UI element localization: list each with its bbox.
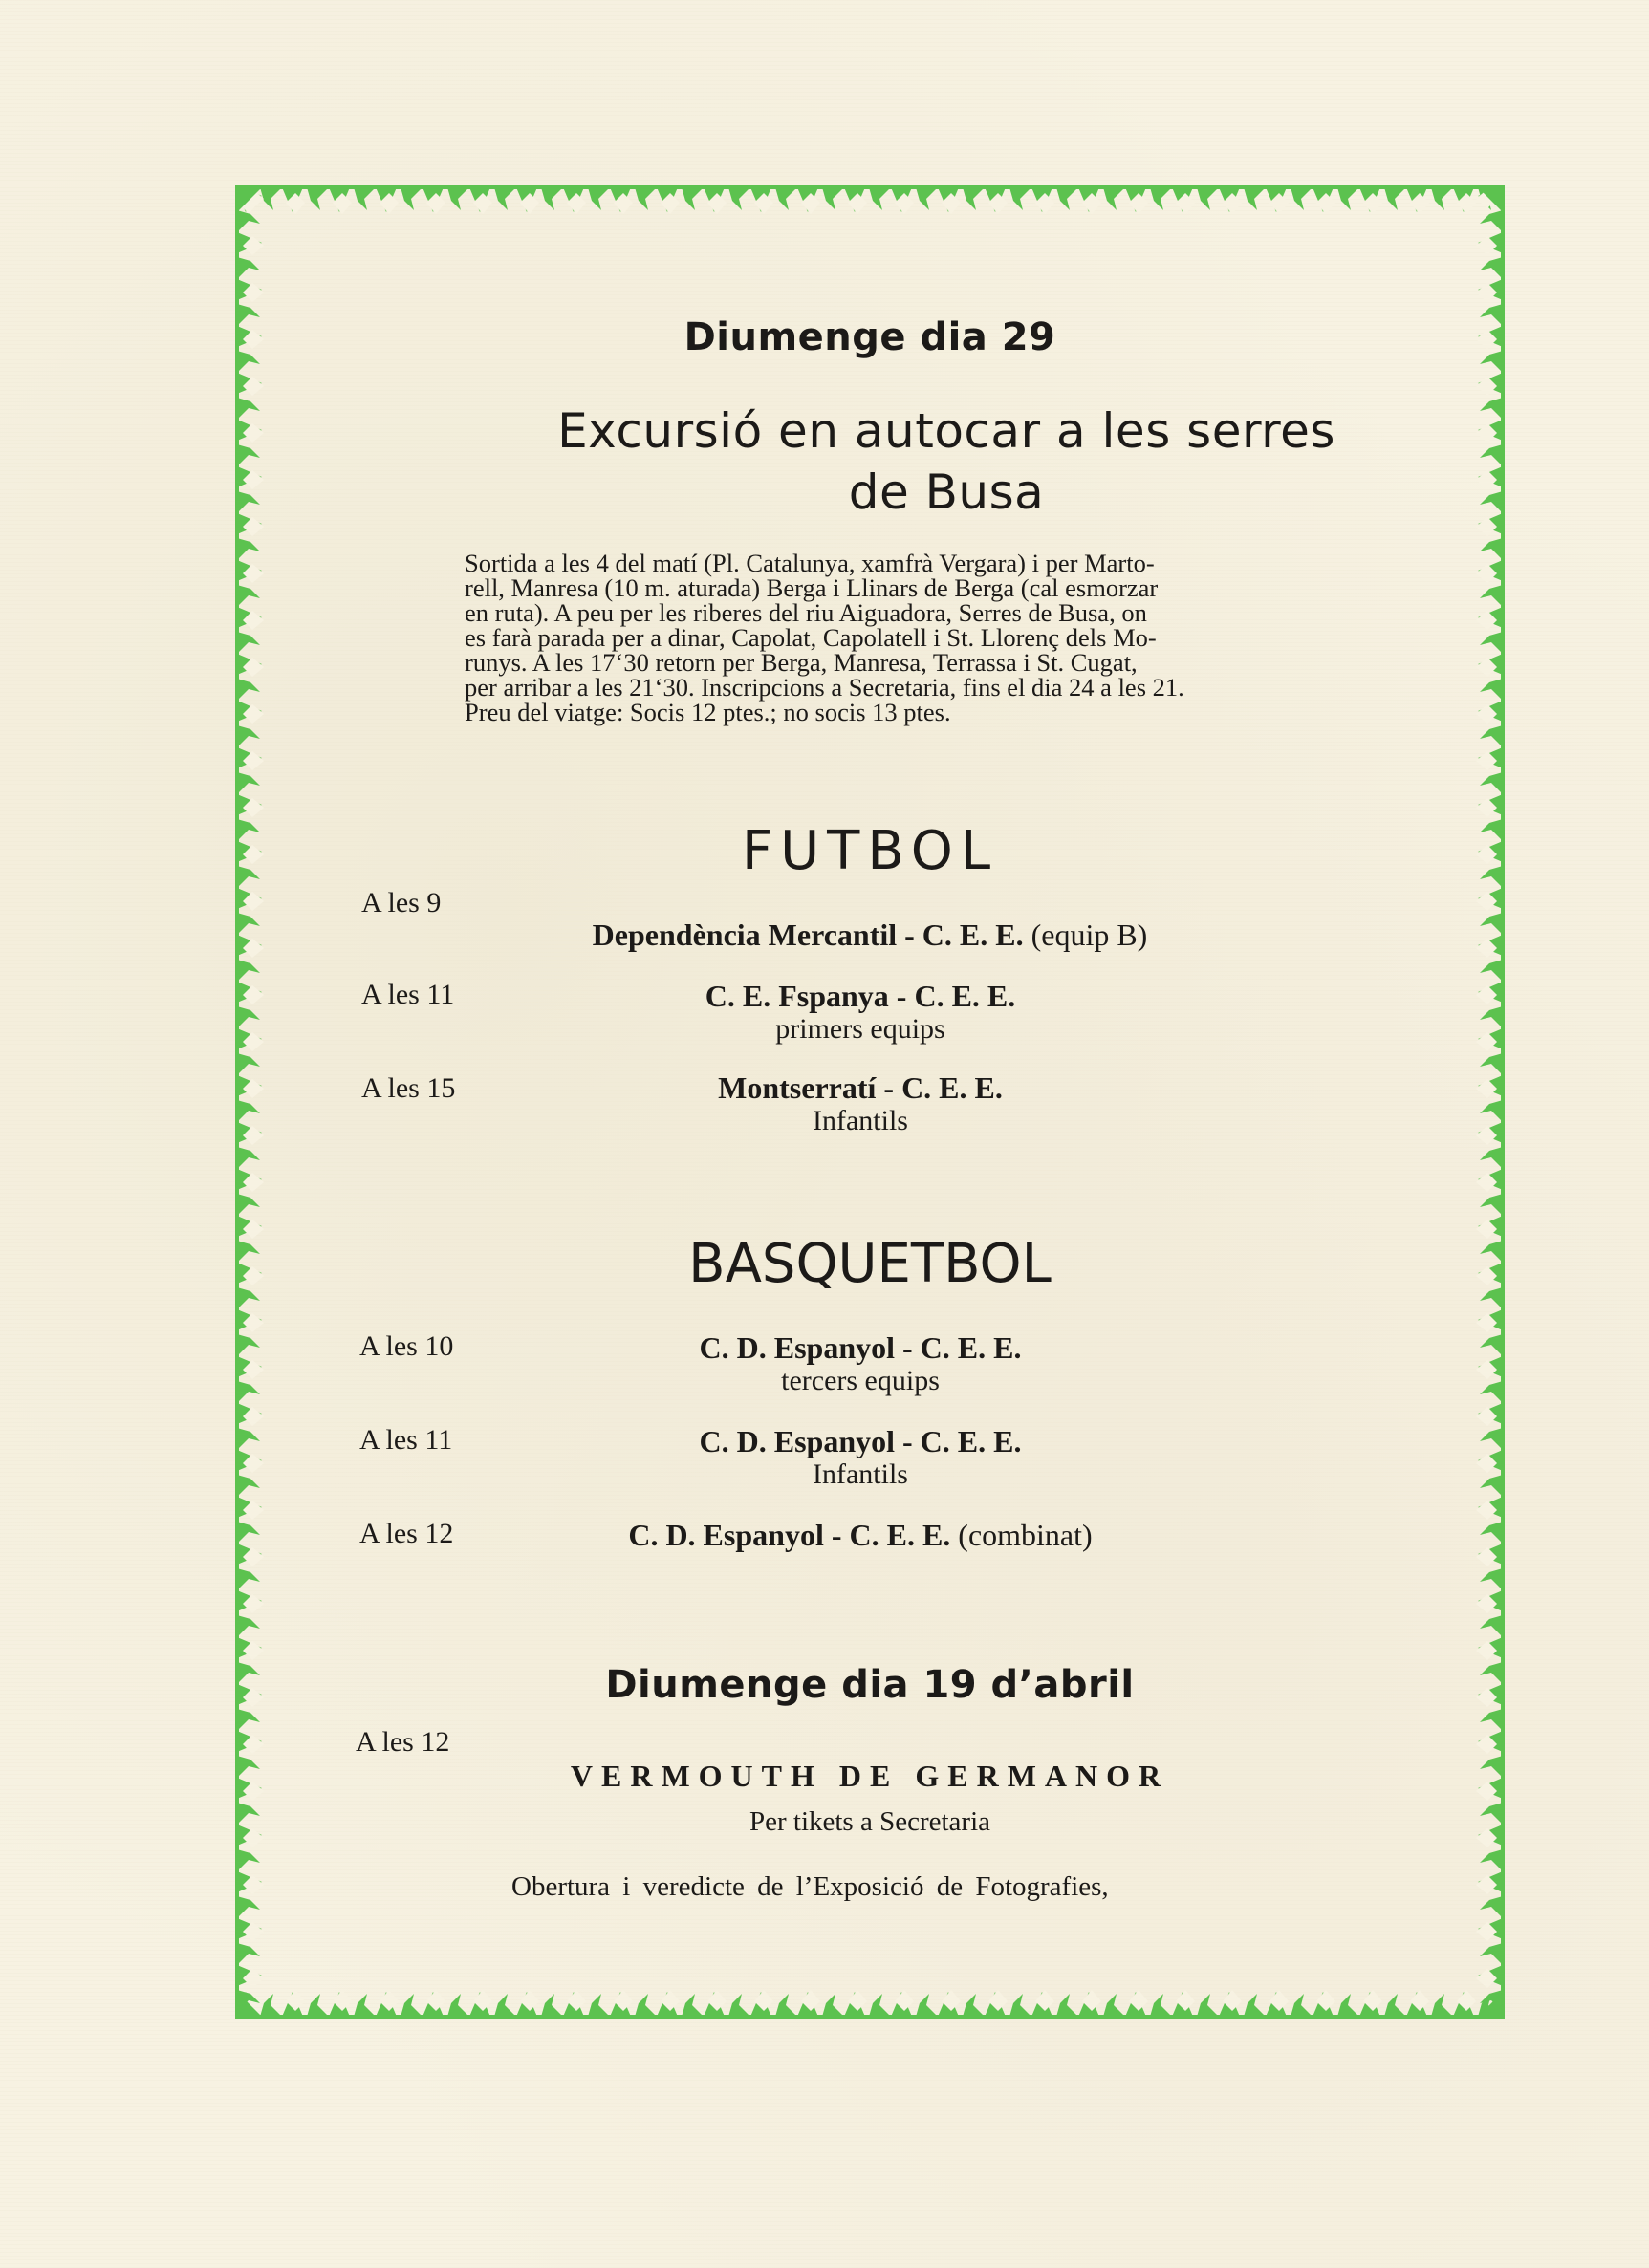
excursion-title-line1: Excursió en autocar a les serres <box>557 403 1335 459</box>
match-teams <box>459 918 1281 953</box>
description-line: rell, Manresa (10 m. aturada) Berga i Llinars de Berga (cal esmorzar <box>465 573 1159 602</box>
description-line: es farà parada per a dinar, Capolat, Capolatell i St. Llorenç dels Mo- <box>465 623 1157 652</box>
match-teams: C. E. Fspanya - C. E. E. <box>705 979 1016 1013</box>
match-teams: Montserratí - C. E. E. <box>718 1070 1003 1105</box>
match-time: A les 11 <box>361 979 455 1010</box>
description-line: en ruta). A peu per les riberes del riu Aiguadora, Serres de Busa, on <box>465 598 1147 627</box>
event-tickets: Per tikets a Secretaria <box>749 1806 991 1837</box>
match-time: A les 12 <box>359 1518 454 1549</box>
match-teams <box>516 1518 1204 1553</box>
match-time: A les 11 <box>359 1424 453 1456</box>
match-teams-text: Dependència Mercantil - C. E. E. <box>592 918 1024 952</box>
match-time: A les 9 <box>361 887 442 918</box>
match-time: A les 10 <box>359 1330 454 1362</box>
match-teams: C. D. Espanyol - C. E. E. <box>699 1330 1022 1365</box>
excursion-title-line2: de Busa <box>848 464 1045 520</box>
heading-day-19-april: Diumenge dia 19 d’abril <box>605 1663 1135 1707</box>
description-line: Sortida a les 4 del matí (Pl. Catalunya, xamfrà Vergara) i per Marto- <box>465 549 1155 577</box>
match-note: (equip B) <box>1031 918 1148 952</box>
match-note: (combinat) <box>958 1518 1093 1552</box>
event-vermouth: VERMOUTH DE GERMANOR <box>570 1759 1170 1793</box>
match-subtitle: Infantils <box>813 1105 908 1136</box>
description-line: runys. A les 17‘30 retorn per Berga, Manresa, Terrassa i St. Cugat, <box>465 648 1138 677</box>
section-title-basquetbol: BASQUETBOL <box>688 1233 1052 1295</box>
match-teams: C. D. Espanyol - C. E. E. <box>699 1424 1022 1458</box>
description-line: per arribar a les 21‘30. Inscripcions a Secretaria, fins el dia 24 a les 21. <box>465 673 1184 702</box>
event-exhibition: Obertura i veredicte de l’Exposició de Fotografies, <box>511 1871 1109 1902</box>
match-teams-text: C. D. Espanyol - C. E. E. <box>628 1518 951 1552</box>
match-subtitle: tercers equips <box>781 1365 940 1396</box>
description-line: Preu del viatge: Socis 12 ptes.; no socis 13 ptes. <box>465 698 951 726</box>
match-time: A les 15 <box>361 1072 456 1104</box>
match-subtitle: Infantils <box>813 1458 908 1490</box>
event-time: A les 12 <box>356 1726 450 1758</box>
heading-day-29: Diumenge dia 29 <box>683 315 1056 359</box>
excursion-description <box>465 551 1377 724</box>
match-subtitle: primers equips <box>775 1013 945 1045</box>
section-title-futbol: FUTBOL <box>741 820 999 882</box>
